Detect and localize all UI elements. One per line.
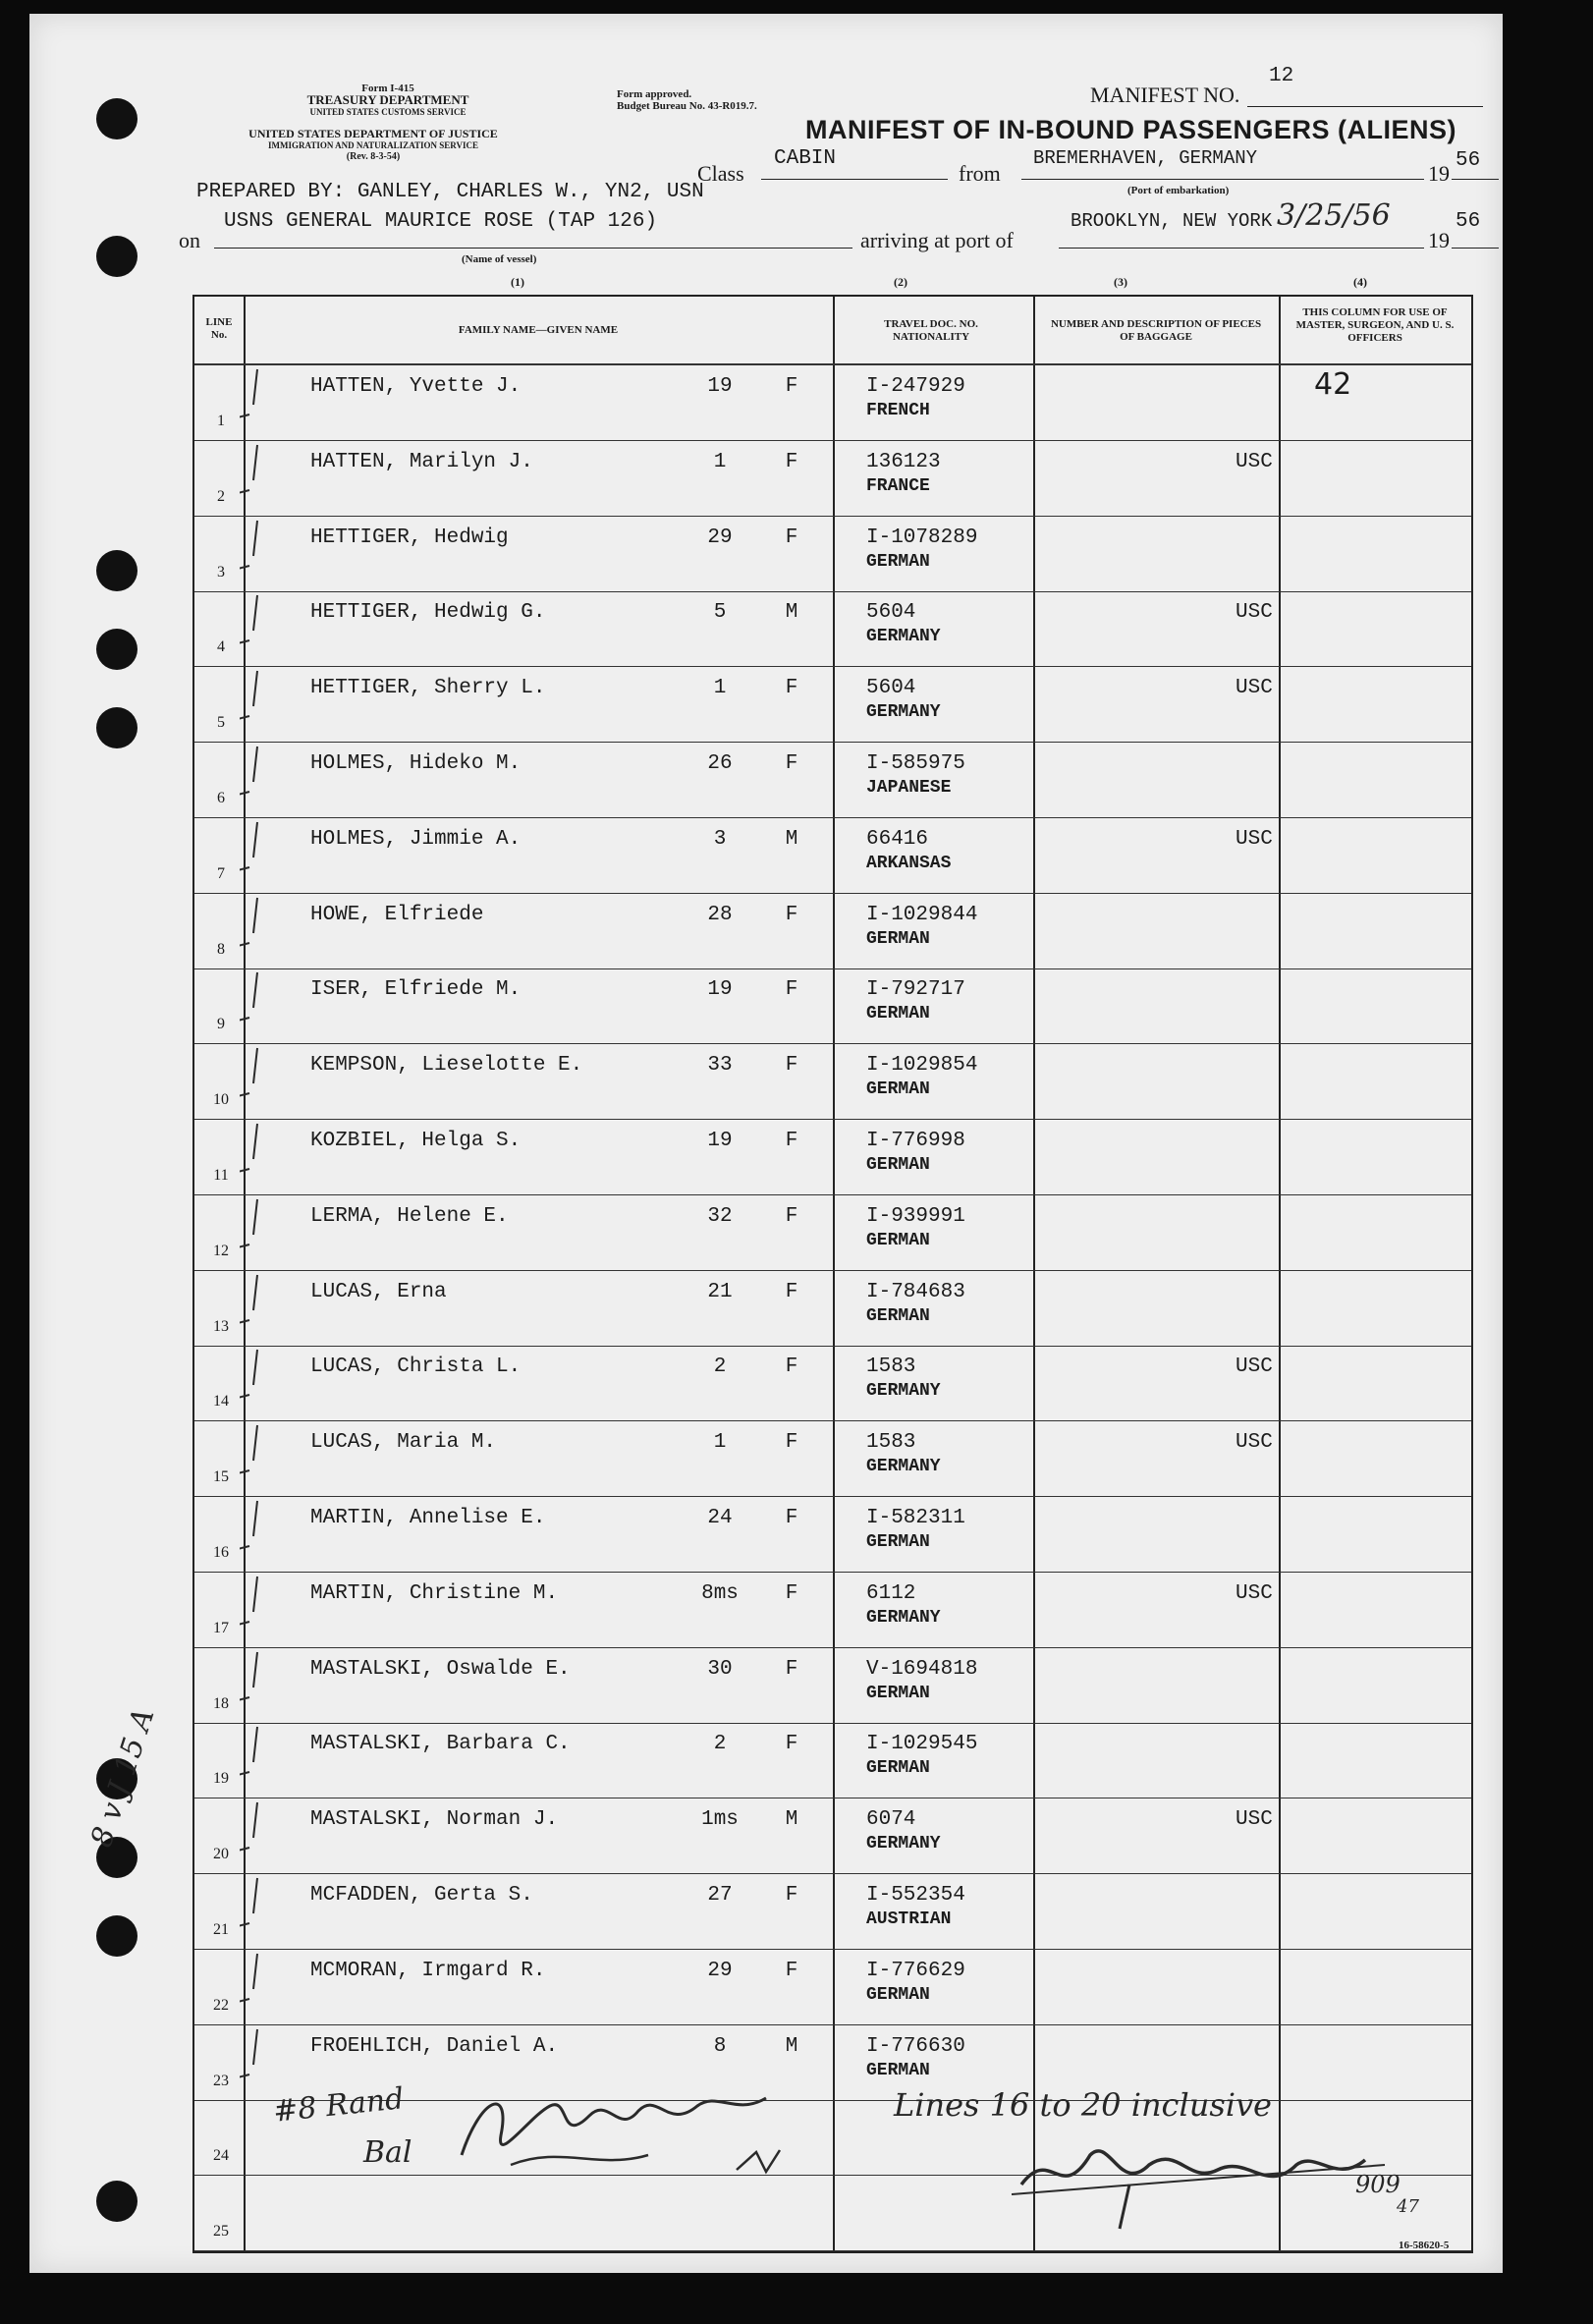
inspector-number-2: 47 <box>1397 2196 1419 2217</box>
vessel-name: USNS GENERAL MAURICE ROSE (TAP 126) <box>224 210 658 233</box>
travel-doc-number: 136123 <box>866 450 941 473</box>
inspector-signature <box>1012 2126 1424 2234</box>
passenger-name: ISER, Elfriede M. <box>310 978 522 1002</box>
inspector-number-1: 909 <box>1355 2171 1401 2198</box>
officer-mark: USC <box>1236 1431 1273 1455</box>
passenger-sex: M <box>785 1808 798 1832</box>
check-tick <box>240 968 328 1044</box>
travel-doc-cell <box>866 1054 977 1101</box>
passenger-name: KEMPSON, Lieselotte E. <box>310 1054 583 1078</box>
signature-scribble <box>442 2076 854 2185</box>
officer-mark: USC <box>1236 1808 1273 1832</box>
line-number: 7 <box>217 864 225 882</box>
table-row <box>194 818 1471 894</box>
prepared-by: PREPARED BY: GANLEY, CHARLES W., YN2, USN <box>196 181 704 203</box>
line-number: 1 <box>217 413 225 429</box>
class-value: CABIN <box>774 147 837 170</box>
passenger-sex: F <box>785 450 798 473</box>
check-tick <box>240 1648 328 1724</box>
line-number: 11 <box>213 1167 229 1184</box>
passenger-age: 19 <box>707 375 733 398</box>
travel-doc-cell <box>866 1507 965 1554</box>
officer-mark: USC <box>1236 827 1273 851</box>
line-number: 18 <box>213 1694 229 1712</box>
passenger-name: MARTIN, Annelise E. <box>310 1507 546 1529</box>
line-number: 9 <box>217 1016 225 1033</box>
nationality: ARKANSAS <box>866 853 952 873</box>
nationality: GERMANY <box>866 1381 941 1402</box>
nationality: GERMANY <box>866 1607 941 1628</box>
nationality: GERMAN <box>866 1155 930 1175</box>
passenger-age: 8ms <box>701 1581 739 1605</box>
line-number: 8 <box>217 940 225 958</box>
check-tick <box>240 1120 328 1195</box>
passenger-sex: F <box>785 375 798 398</box>
travel-doc-number: 6112 <box>866 1581 916 1605</box>
passenger-sex: F <box>785 1280 798 1303</box>
passenger-age: 19 <box>707 1130 733 1152</box>
passenger-name: MASTALSKI, Oswalde E. <box>310 1657 571 1681</box>
manifest-page <box>29 14 1503 2273</box>
check-tick <box>240 1497 328 1573</box>
travel-doc-cell <box>866 1658 977 1705</box>
travel-doc-cell <box>866 828 951 875</box>
passenger-age: 21 <box>707 1280 733 1303</box>
passenger-name: HOLMES, Hideko M. <box>310 752 522 775</box>
nationality: FRENCH <box>866 401 930 420</box>
table-row <box>194 1798 1471 1874</box>
check-tick <box>240 1195 328 1271</box>
check-tick <box>240 818 328 894</box>
col-num-4: (4) <box>1353 275 1367 289</box>
passenger-name: HATTEN, Marilyn J. <box>310 450 533 473</box>
travel-doc-number: I-585975 <box>866 752 965 775</box>
ins-service: IMMIGRATION AND NATURALIZATION SERVICE <box>268 140 478 150</box>
binder-hole <box>96 550 137 591</box>
line-number: 24 <box>213 2147 229 2165</box>
table-row <box>194 1346 1471 1421</box>
header-officers: THIS COLUMN FOR USE OF MASTER, SURGEON, AND U. S. OFFICERS <box>1295 306 1455 344</box>
nationality: GERMAN <box>866 1984 930 2005</box>
officer-mark: USC <box>1236 450 1273 473</box>
on-label: on <box>179 228 200 252</box>
passenger-name: MCFADDEN, Gerta S. <box>310 1884 533 1907</box>
passenger-age: 29 <box>707 526 733 549</box>
nationality: JAPANESE <box>866 778 952 798</box>
travel-doc-number: I-1078289 <box>866 526 978 549</box>
passenger-age: 32 <box>707 1204 733 1228</box>
check-tick <box>240 365 328 441</box>
table-row <box>194 1120 1471 1195</box>
passenger-name: LUCAS, Maria M. <box>310 1431 497 1455</box>
binder-hole <box>96 98 137 139</box>
officer-mark: USC <box>1236 601 1273 625</box>
line-number: 10 <box>213 1091 229 1109</box>
inspector-note-2: Bal <box>363 2135 412 2170</box>
passenger-sex: F <box>785 526 798 549</box>
arriving-label: arriving at port of <box>860 228 1014 252</box>
passenger-sex: F <box>785 903 798 926</box>
passenger-age: 8 <box>713 2034 727 2058</box>
line-number: 14 <box>213 1393 229 1411</box>
table-row <box>194 591 1471 667</box>
header-baggage: NUMBER AND DESCRIPTION OF PIECES OF BAGGAGE <box>1050 318 1262 343</box>
class-label: Class <box>697 161 744 186</box>
travel-doc-number: I-776630 <box>866 2034 965 2058</box>
passenger-name: KOZBIEL, Helga S. <box>310 1130 522 1152</box>
check-tick <box>240 1271 328 1347</box>
table-row <box>194 1648 1471 1724</box>
passenger-name: FROEHLICH, Daniel A. <box>310 2034 559 2058</box>
travel-doc-number: I-776998 <box>866 1130 965 1152</box>
passenger-age: 1 <box>713 450 727 473</box>
passenger-name: MASTALSKI, Barbara C. <box>310 1733 571 1756</box>
header-name: FAMILY NAME—GIVEN NAME <box>458 324 619 336</box>
line-number: 15 <box>213 1468 229 1486</box>
customs-service: UNITED STATES CUSTOMS SERVICE <box>309 107 467 117</box>
form-revision: (Rev. 8-3-54) <box>346 151 401 162</box>
travel-doc-cell <box>866 601 941 648</box>
nationality: GERMAN <box>866 1683 930 1703</box>
col-num-3: (3) <box>1114 275 1127 289</box>
travel-doc-number: I-939991 <box>866 1204 965 1228</box>
header-line-no: LINE No. <box>205 316 233 341</box>
binder-hole <box>96 707 137 748</box>
check-tick <box>240 591 328 667</box>
check-tick <box>240 1573 328 1648</box>
line-number: 12 <box>213 1242 229 1259</box>
passenger-sex: F <box>785 1959 798 1982</box>
passenger-sex: F <box>785 978 798 1002</box>
travel-doc-number: 6074 <box>866 1808 916 1832</box>
manifest-number: 12 <box>1269 65 1294 87</box>
travel-doc-number: I-1029844 <box>866 903 978 926</box>
binder-hole <box>96 629 137 670</box>
passenger-sex: M <box>785 601 798 625</box>
year-prefix-1: 19 <box>1428 161 1450 186</box>
binder-hole <box>96 2181 137 2222</box>
manifest-number-label: MANIFEST NO. <box>1090 83 1240 107</box>
travel-doc-cell <box>866 1130 965 1177</box>
table-row <box>194 1421 1471 1497</box>
passenger-sex: F <box>785 1356 798 1379</box>
arrival-date-handwritten: 3/25/56 <box>1277 198 1391 233</box>
binder-hole <box>96 1915 137 1957</box>
table-row <box>194 1497 1471 1573</box>
table-row <box>194 1044 1471 1120</box>
check-tick <box>240 1421 328 1497</box>
travel-doc-cell <box>866 904 977 951</box>
travel-doc-number: 66416 <box>866 827 929 851</box>
passenger-table <box>192 295 1473 2253</box>
passenger-sex: F <box>785 1507 798 1529</box>
nationality: GERMAN <box>866 551 930 572</box>
table-row <box>194 1950 1471 2025</box>
table-row <box>194 894 1471 969</box>
binder-hole <box>96 236 137 277</box>
port-embarkation-caption: (Port of embarkation) <box>1127 185 1230 196</box>
passenger-age: 3 <box>713 827 727 851</box>
table-row <box>194 1723 1471 1798</box>
line-number: 13 <box>213 1317 229 1335</box>
table-row <box>194 1874 1471 1950</box>
nationality: GERMAN <box>866 1079 930 1100</box>
treasury-dept: TREASURY DEPARTMENT <box>306 92 469 107</box>
passenger-sex: M <box>785 827 798 851</box>
check-tick <box>240 2025 328 2101</box>
travel-doc-cell <box>866 1281 965 1328</box>
line-number: 21 <box>213 1921 229 1938</box>
nationality: GERMANY <box>866 1457 941 1477</box>
check-tick <box>240 441 328 517</box>
nationality: GERMANY <box>866 702 941 723</box>
from-label: from <box>959 161 1001 186</box>
passenger-name: MASTALSKI, Norman J. <box>310 1808 559 1832</box>
nationality: GERMAN <box>866 928 930 949</box>
passenger-sex: F <box>785 1130 798 1152</box>
table-row <box>194 1195 1471 1271</box>
year-1: 56 <box>1456 149 1481 172</box>
form-number: Form I-415 <box>361 83 414 94</box>
travel-doc-cell <box>866 978 965 1025</box>
table-row <box>194 1573 1471 1648</box>
inspector-note-1: #8 Rand <box>271 2081 406 2130</box>
passenger-age: 33 <box>707 1054 733 1078</box>
footer-code: 16-58620-5 <box>1399 2240 1450 2251</box>
travel-doc-number: I-784683 <box>866 1280 965 1303</box>
passenger-name: HOWE, Elfriede <box>310 903 484 926</box>
nationality: GERMAN <box>866 1230 930 1250</box>
table-row <box>194 365 1471 441</box>
passenger-age: 24 <box>707 1507 733 1529</box>
travel-doc-number: 5604 <box>866 677 916 700</box>
table-row <box>194 441 1471 517</box>
passenger-age: 5 <box>713 601 727 625</box>
line-number: 17 <box>213 1619 229 1636</box>
table-row <box>194 1271 1471 1347</box>
passenger-sex: F <box>785 1733 798 1756</box>
passenger-name: MCMORAN, Irmgard R. <box>310 1959 546 1982</box>
line-number: 20 <box>213 1846 229 1863</box>
officer-mark: 42 <box>1314 367 1352 402</box>
passenger-name: HETTIGER, Hedwig <box>310 526 509 549</box>
passenger-name: LUCAS, Erna <box>310 1280 447 1303</box>
travel-doc-cell <box>866 2035 965 2082</box>
budget-bureau: Budget Bureau No. 43-R019.7. <box>617 100 757 112</box>
travel-doc-cell <box>866 526 977 574</box>
col-num-2: (2) <box>894 275 907 289</box>
travel-doc-number: I-1029545 <box>866 1733 978 1756</box>
passenger-name: LERMA, Helene E. <box>310 1204 509 1228</box>
table-row <box>194 517 1471 592</box>
passenger-age: 29 <box>707 1959 733 1982</box>
nationality: GERMANY <box>866 1834 941 1854</box>
travel-doc-cell <box>866 1808 941 1855</box>
line-number: 19 <box>213 1770 229 1788</box>
line-number: 23 <box>213 2072 229 2089</box>
check-tick <box>240 743 328 818</box>
line-number: 25 <box>213 2223 229 2241</box>
passenger-age: 30 <box>707 1657 733 1681</box>
check-tick <box>240 894 328 969</box>
line-number: 5 <box>217 714 225 732</box>
check-tick <box>240 517 328 592</box>
margin-note-handwritten: 8 v J 15 A <box>84 1704 162 1852</box>
check-tick <box>240 1798 328 1874</box>
travel-doc-number: 5604 <box>866 601 916 625</box>
embark-port: BREMERHAVEN, GERMANY <box>1033 147 1258 169</box>
passenger-sex: F <box>785 1884 798 1907</box>
travel-doc-cell <box>866 1884 965 1931</box>
nationality: GERMAN <box>866 1532 930 1552</box>
travel-doc-cell <box>866 1205 965 1252</box>
passenger-age: 1ms <box>701 1808 739 1832</box>
passenger-age: 27 <box>707 1884 733 1907</box>
passenger-sex: F <box>785 1054 798 1078</box>
passenger-name: HATTEN, Yvette J. <box>310 375 522 398</box>
form-approved: Form approved. <box>617 88 692 100</box>
line-number: 16 <box>213 1544 229 1561</box>
nationality: GERMANY <box>866 627 941 647</box>
passenger-age: 1 <box>713 677 727 700</box>
travel-doc-cell <box>866 375 965 422</box>
travel-doc-number: I-247929 <box>866 375 965 398</box>
passenger-age: 26 <box>707 752 733 775</box>
table-row <box>194 667 1471 743</box>
passenger-age: 19 <box>707 978 733 1002</box>
travel-doc-number: 1583 <box>866 1356 916 1379</box>
passenger-age: 2 <box>713 1356 727 1379</box>
nationality: GERMAN <box>866 1004 930 1024</box>
check-tick <box>240 1950 328 2025</box>
check-tick <box>240 1044 328 1120</box>
line-number: 2 <box>217 487 225 505</box>
justice-dept: UNITED STATES DEPARTMENT OF JUSTICE <box>248 127 498 140</box>
nationality: FRANCE <box>866 475 930 496</box>
check-tick <box>240 1874 328 1950</box>
check-tick <box>240 1723 328 1798</box>
header-travel-doc: TRAVEL DOC. NO. NATIONALITY <box>884 318 978 343</box>
passenger-name: MARTIN, Christine M. <box>310 1581 559 1605</box>
vessel-caption: (Name of vessel) <box>462 253 537 265</box>
nationality: GERMAN <box>866 1758 930 1779</box>
officer-mark: USC <box>1236 1581 1273 1605</box>
travel-doc-cell <box>866 1733 977 1780</box>
nationality: GERMAN <box>866 1305 930 1326</box>
line-number: 3 <box>217 563 225 581</box>
passenger-name: LUCAS, Christa L. <box>310 1356 522 1379</box>
travel-doc-cell <box>866 1582 941 1630</box>
officer-mark: USC <box>1236 1356 1273 1379</box>
travel-doc-cell <box>866 752 965 800</box>
travel-doc-cell <box>866 677 941 724</box>
passenger-sex: F <box>785 752 798 775</box>
travel-doc-number: I-552354 <box>866 1884 965 1907</box>
year-prefix-2: 19 <box>1428 228 1450 252</box>
check-tick <box>240 667 328 743</box>
passenger-sex: F <box>785 1204 798 1228</box>
table-row <box>194 743 1471 818</box>
passenger-name: HOLMES, Jimmie A. <box>310 827 522 851</box>
line-number: 22 <box>213 1996 229 2014</box>
table-row <box>194 968 1471 1044</box>
passenger-age: 1 <box>713 1431 727 1455</box>
travel-doc-cell <box>866 1431 941 1478</box>
year-2: 56 <box>1456 210 1481 233</box>
nationality: AUSTRIAN <box>866 1909 952 1929</box>
check-tick <box>240 1346 328 1421</box>
travel-doc-number: I-1029854 <box>866 1054 978 1078</box>
travel-doc-number: I-776629 <box>866 1959 965 1982</box>
line-number: 6 <box>217 790 225 806</box>
travel-doc-cell <box>866 451 941 498</box>
travel-doc-number: I-582311 <box>866 1507 965 1529</box>
passenger-age: 28 <box>707 903 733 926</box>
passenger-sex: F <box>785 1581 798 1605</box>
officer-mark: USC <box>1236 677 1273 700</box>
manifest-title: MANIFEST OF IN-BOUND PASSENGERS (ALIENS) <box>805 115 1457 144</box>
line-number: 4 <box>217 638 225 656</box>
passenger-name: HETTIGER, Sherry L. <box>310 677 546 700</box>
travel-doc-number: I-792717 <box>866 978 965 1002</box>
travel-doc-number: 1583 <box>866 1431 916 1455</box>
passenger-sex: F <box>785 1657 798 1681</box>
passenger-sex: F <box>785 677 798 700</box>
passenger-sex: M <box>785 2034 798 2058</box>
passenger-name: HETTIGER, Hedwig G. <box>310 601 546 625</box>
nationality: GERMAN <box>866 2060 930 2080</box>
travel-doc-number: V-1694818 <box>866 1657 978 1681</box>
passenger-sex: F <box>785 1431 798 1455</box>
passenger-age: 2 <box>713 1733 727 1756</box>
travel-doc-cell <box>866 1960 965 2007</box>
lines-note-handwritten: Lines 16 to 20 inclusive <box>894 2086 1272 2124</box>
arrival-port: BROOKLYN, NEW YORK <box>1071 210 1273 232</box>
col-num-1: (1) <box>511 275 524 289</box>
travel-doc-cell <box>866 1356 941 1403</box>
